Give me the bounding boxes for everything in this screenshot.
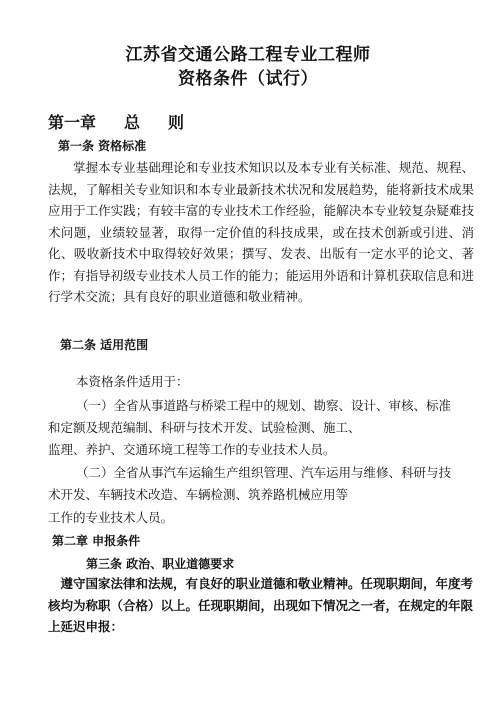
article-2-intro: 本资格条件适用于： xyxy=(76,374,189,389)
article-3-heading: 第三条 政治、职业道德要求 xyxy=(86,557,235,571)
chapter-1-name-part2: 则 xyxy=(168,113,185,132)
article-2-item2-line2: 术开发、车辆技术改造、车辆检测、筑养路机械应用等 xyxy=(48,487,349,502)
article-3-body: 遵守国家法律和法规，有良好的职业道德和敬业精神。任现职期间，年度考核均为称职（合格）以上。任现职期间，出现如下情况之一者，在规定的年限上延迟申报： xyxy=(48,576,474,634)
article-1-heading: 第一条 资格标准 xyxy=(58,139,147,153)
document-title-line2: 资格条件（试行） xyxy=(178,69,318,89)
article-2-item1-line2: 和定额及规范编制、科研与技术开发、试验检测、施工、 xyxy=(48,420,361,435)
article-1-body: 掌握本专业基础理论和专业技术知识以及本专业有关标准、规范、规程、法规，了解相关专业知识和本专业最新技术状况和发展趋势，能将新技术成果应用于工作实践；有较丰富的专业技术工作经验，能解决本专业较复杂疑难技术问题，业绩较显著，取得一定价值的科技成果，或在技术创新或引进、消化、吸收新技术中取得较好效果；撰写、发表、出版有一定水平的论文、著作；有指导初级专业技术人员工作的能力；能运用外语和计算机获取信息和进行学术交流；具有良好的职业道德和敬业精神。 xyxy=(48,160,474,304)
chapter-2-heading: 第二章 申报条件 xyxy=(52,534,141,548)
article-2-heading: 第二条 适用范围 xyxy=(60,338,149,352)
document-title-line1: 江苏省交通公路工程专业工程师 xyxy=(125,45,371,65)
chapter-1-name-part1: 总 xyxy=(124,113,141,132)
article-2-item2-line3: 工作的专业技术人员。 xyxy=(48,510,174,525)
article-2-item2-line1: （二）全省从事汽车运输生产组织管理、汽车运用与维修、科研与技 xyxy=(76,465,452,480)
article-2-item1-line3: 监理、养护、交通环境工程等工作的专业技术人员。 xyxy=(48,442,336,457)
article-2-item1-line1: （一）全省从事道路与桥梁工程中的规划、勘察、设计、审核、标准 xyxy=(76,398,452,413)
chapter-1-label: 第一章 xyxy=(48,113,97,132)
chapter-1-heading xyxy=(48,110,184,133)
